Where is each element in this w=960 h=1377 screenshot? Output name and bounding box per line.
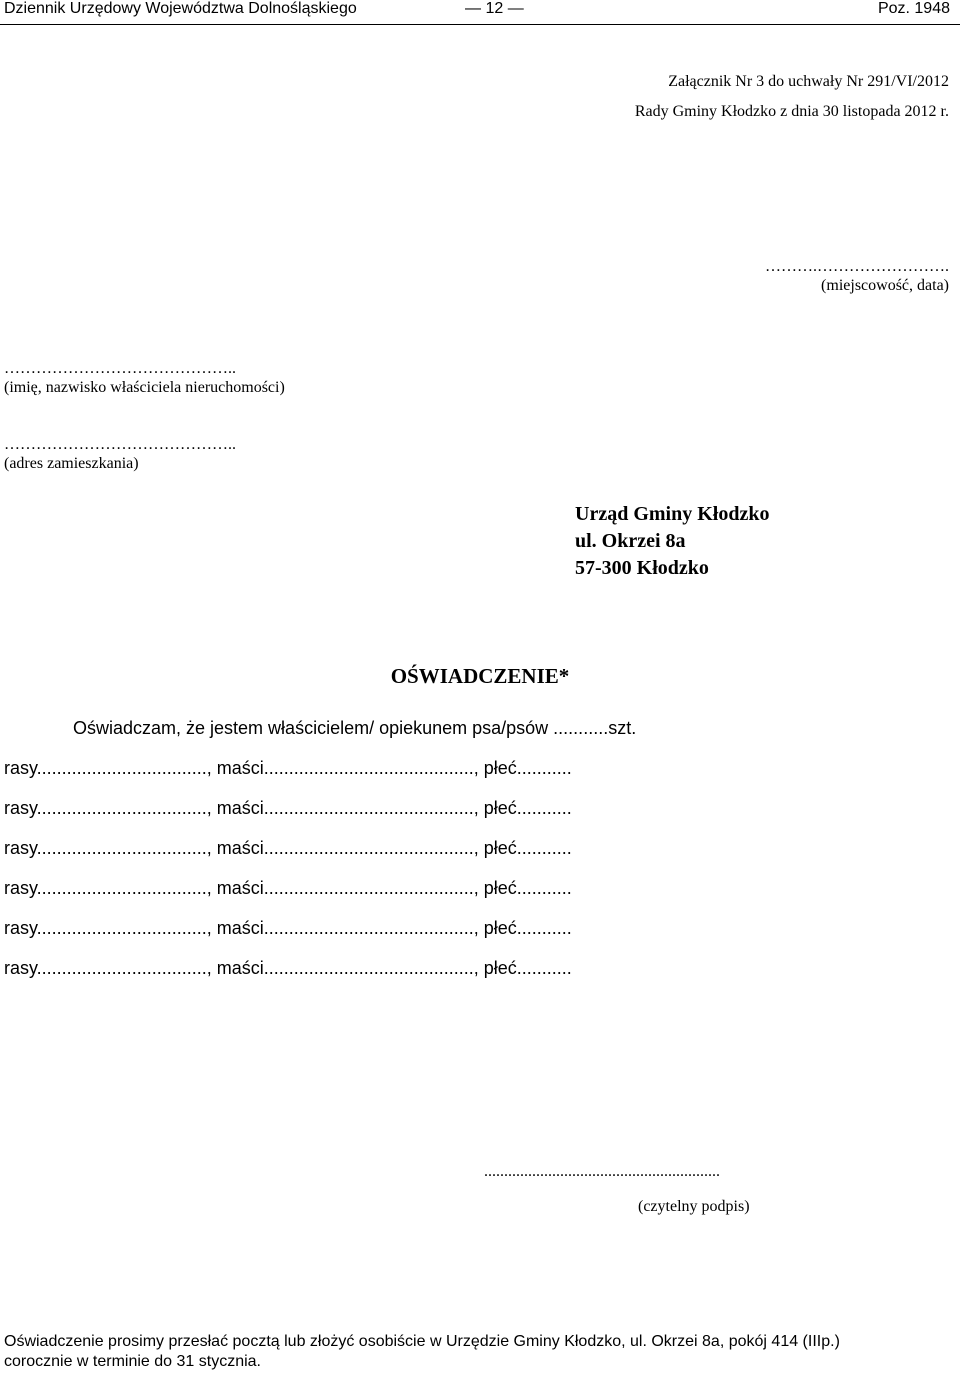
footer-note-line-1: Oświadczenie prosimy przesłać pocztą lub złożyć osobiście w Urzędzie Gminy Kłodzko, ul. Okrzei 8a, pokój 414 (IIIp.)	[4, 1333, 840, 1350]
signature-label: (czytelny podpis)	[638, 1198, 750, 1215]
dog-row	[4, 918, 572, 939]
journal-title: Dziennik Urzędowy Województwa Dolnośląskiego	[4, 0, 357, 17]
document-title: OŚWIADCZENIE*	[390, 664, 570, 688]
position-number: Poz. 1948	[877, 0, 950, 17]
dog-color-field: , maści..........................................	[206, 838, 474, 858]
owner-name-dots: ……………………………………..	[4, 360, 236, 377]
recipient-street: ul. Okrzei 8a	[575, 530, 686, 552]
dog-sex-field: , płeć...........	[473, 838, 572, 858]
dog-color-field: , maści..........................................	[206, 918, 474, 938]
footer-note-line-2: corocznie w terminie do 31 stycznia.	[4, 1353, 261, 1370]
dog-sex-field: , płeć...........	[473, 878, 572, 898]
place-date-label: (miejscowość, data)	[821, 277, 949, 294]
owner-name-label: (imię, nazwisko właściciela nieruchomości)	[4, 379, 285, 396]
declaration-line: Oświadczam, że jestem właścicielem/ opiekunem psa/psów ...........szt.	[73, 718, 637, 738]
page-header	[0, 0, 960, 24]
dog-breed-field: rasy..................................	[4, 878, 207, 898]
dog-sex-field: , płeć...........	[473, 798, 572, 818]
owner-address-label: (adres zamieszkania)	[4, 455, 139, 472]
dog-color-field: , maści..........................................	[206, 798, 474, 818]
dog-breed-field: rasy..................................	[4, 798, 207, 818]
dog-row	[4, 958, 572, 979]
annex-line-2: Rady Gminy Kłodzko z dnia 30 listopada 2012 r.	[634, 103, 949, 120]
dog-breed-field: rasy..................................	[4, 758, 207, 778]
dog-row	[4, 798, 572, 819]
dog-color-field: , maści..........................................	[206, 878, 474, 898]
owner-address-dots: ……………………………………..	[4, 436, 236, 453]
recipient-postcode-city: 57-300 Kłodzko	[575, 557, 709, 579]
dog-color-field: , maści..........................................	[206, 958, 474, 978]
dog-sex-field: , płeć...........	[473, 958, 572, 978]
dog-breed-field: rasy..................................	[4, 918, 207, 938]
dog-color-field: , maści..........................................	[206, 758, 474, 778]
recipient-office: Urząd Gminy Kłodzko	[575, 503, 770, 525]
page-number: — 12 —	[465, 0, 524, 17]
dog-breed-field: rasy..................................	[4, 958, 207, 978]
dog-sex-field: , płeć...........	[473, 758, 572, 778]
dog-sex-field: , płeć...........	[473, 918, 572, 938]
signature-dots: ...........................................................	[484, 1163, 720, 1180]
dog-row	[4, 878, 572, 899]
dog-breed-field: rasy..................................	[4, 838, 207, 858]
annex-line-1: Załącznik Nr 3 do uchwały Nr 291/VI/2012	[668, 73, 949, 90]
header-divider	[0, 24, 960, 25]
dog-row	[4, 758, 572, 779]
place-date-dots: ……….…………………….	[765, 258, 949, 275]
dog-row	[4, 838, 572, 859]
